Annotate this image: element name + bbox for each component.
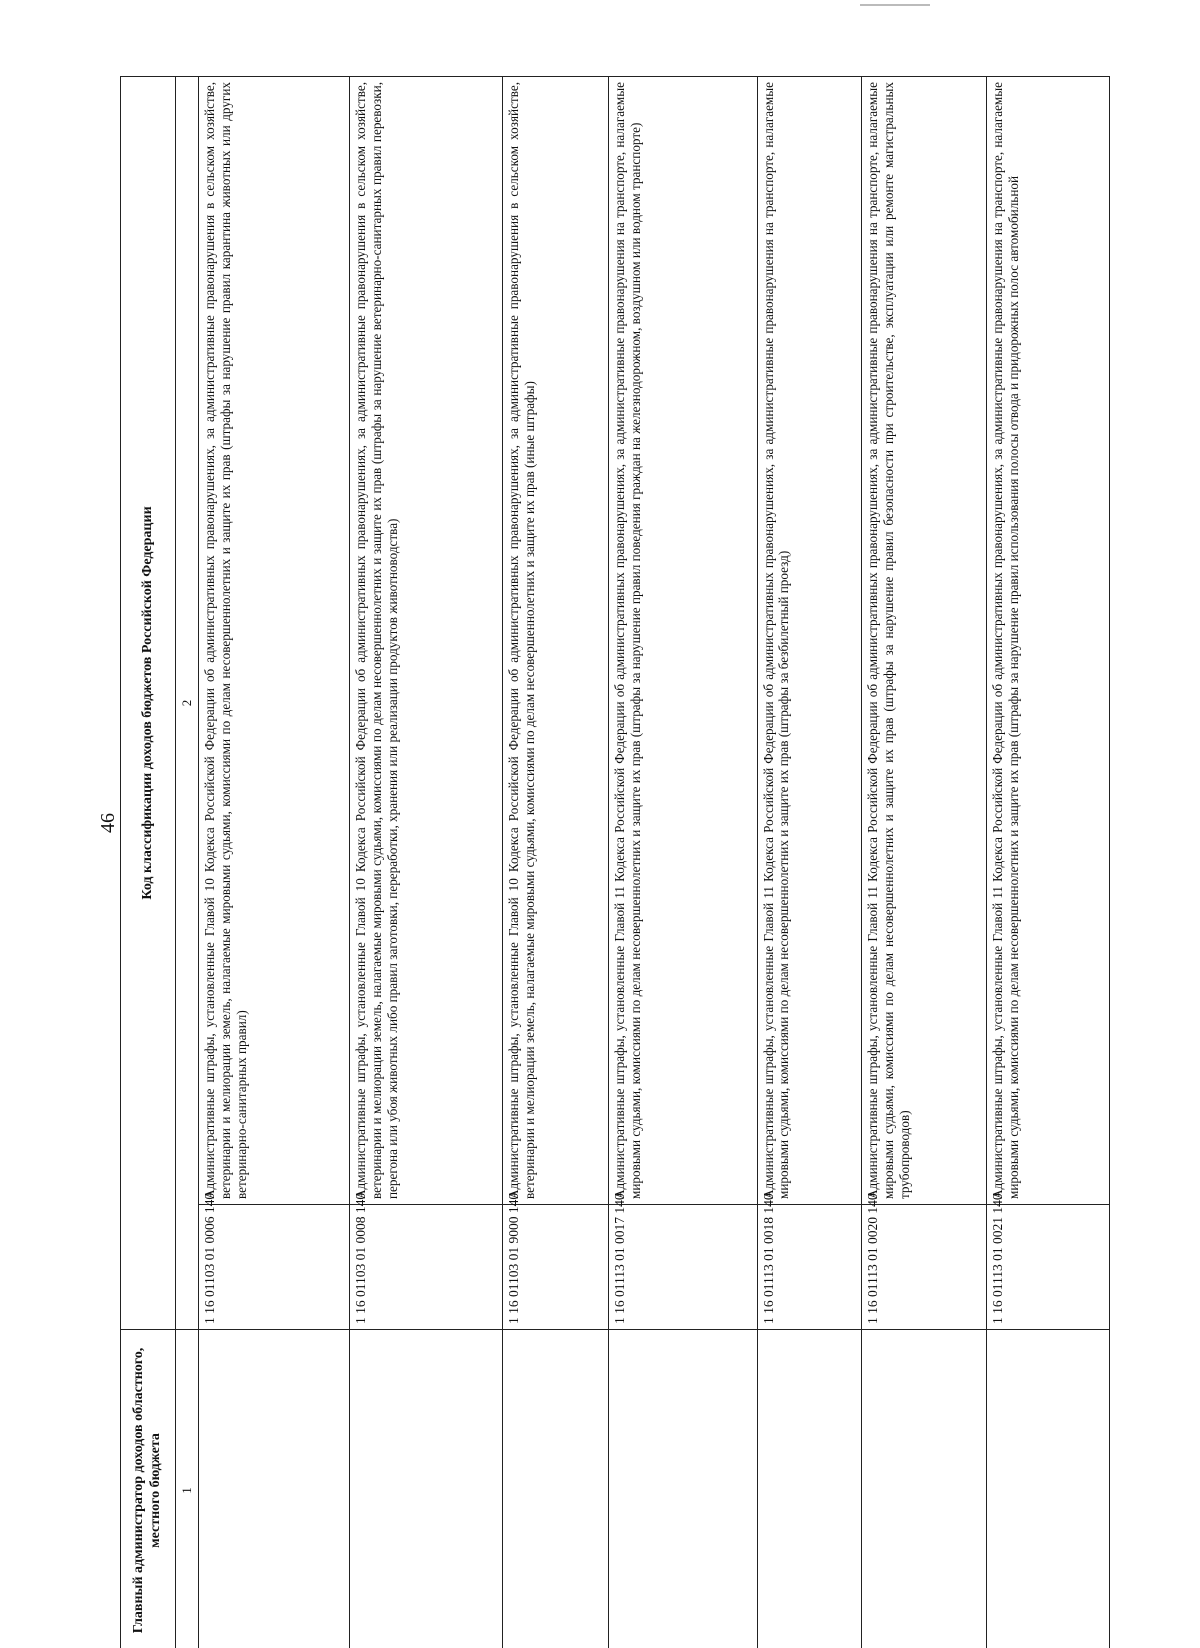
header-admin: Главный администратор доходов областного, местного бюджета xyxy=(121,1330,176,1648)
revenue-code: 1 16 01113 01 0018 140 xyxy=(757,1205,862,1330)
table-row xyxy=(987,77,1110,1648)
admin-cell xyxy=(502,1330,608,1648)
admin-cell xyxy=(862,1330,987,1648)
table-header-row xyxy=(121,77,176,1648)
column-number-row xyxy=(176,77,199,1648)
scan-artifact xyxy=(860,4,930,6)
revenue-description: Административные штрафы, установленные Главой 10 Кодекса Российской Федерации об административных правонарушениях, за административные правонарушения в сельском хозяйстве, ветеринарии и мелиорации земель, налагаемые мировыми судьями, комиссиями по делам несовершеннолетних и защите их прав (штрафы за нарушение правил карантина животных или других ветеринарно-санитарных правил) xyxy=(199,77,350,1205)
revenue-code: 1 16 01103 01 9000 140 xyxy=(502,1205,608,1330)
table-row xyxy=(757,77,862,1648)
admin-cell xyxy=(349,1330,502,1648)
revenue-description: Административные штрафы, установленные Главой 11 Кодекса Российской Федерации об административных правонарушениях, за административные правонарушения на транспорте, налагаемые мировыми судьями, комиссиями по делам несовершеннолетних и защите их прав (штрафы за нарушение правил использования полосы отвода и придорожных полос автомобильной xyxy=(987,77,1110,1205)
revenue-description: Административные штрафы, установленные Главой 10 Кодекса Российской Федерации об административных правонарушениях, за административные правонарушения в сельском хозяйстве, ветеринарии и мелиорации земель, налагаемые мировыми судьями, комиссиями по делам несовершеннолетних и защите их прав (штрафы за нарушение ветеринарно-санитарных правил перевозки, перегона или убоя животных либо правил заготовки, переработки, хранения или реализации продуктов животноводства) xyxy=(349,77,502,1205)
admin-cell xyxy=(608,1330,757,1648)
revenue-code: 1 16 01103 01 0006 140 xyxy=(199,1205,350,1330)
revenue-description: Административные штрафы, установленные Главой 11 Кодекса Российской Федерации об административных правонарушениях, за административные правонарушения на транспорте, налагаемые мировыми судьями, комиссиями по делам несовершеннолетних и защите их прав (штрафы за безбилетный проезд) xyxy=(757,77,862,1205)
table-row xyxy=(199,77,350,1648)
table-row xyxy=(608,77,757,1648)
revenue-code: 1 16 01113 01 0021 140 xyxy=(987,1205,1110,1330)
table-body xyxy=(199,77,1110,1648)
admin-cell xyxy=(987,1330,1110,1648)
table-row xyxy=(862,77,987,1648)
revenue-classification-table xyxy=(120,76,1110,1648)
admin-cell xyxy=(199,1330,350,1648)
admin-cell xyxy=(757,1330,862,1648)
revenue-description: Административные штрафы, установленные Главой 11 Кодекса Российской Федерации об административных правонарушениях, за административные правонарушения на транспорте, налагаемые мировыми судьями, комиссиями по делам несовершеннолетних и защите их прав (штрафы за нарушение правил безопасности при строительстве, эксплуатации или ремонте магистральных трубопроводов) xyxy=(862,77,987,1205)
column-number-1: 1 xyxy=(176,1330,199,1648)
header-code: Код классификации доходов бюджетов Российской Федерации xyxy=(121,77,176,1330)
revenue-code: 1 16 01113 01 0020 140 xyxy=(862,1205,987,1330)
revenue-description: Административные штрафы, установленные Главой 11 Кодекса Российской Федерации об административных правонарушениях, за административные правонарушения на транспорте, налагаемые мировыми судьями, комиссиями по делам несовершеннолетних и защите их прав (штрафы за нарушение правил поведения граждан на железнодорожном, воздушном или водном транспорте) xyxy=(608,77,757,1205)
column-number-2: 2 xyxy=(176,77,199,1330)
page-number: 46 xyxy=(97,813,119,833)
table-row xyxy=(502,77,608,1648)
revenue-code: 1 16 01103 01 0008 140 xyxy=(349,1205,502,1330)
revenue-classification-table-container xyxy=(120,77,1110,1648)
revenue-description: Административные штрафы, установленные Главой 10 Кодекса Российской Федерации об административных правонарушениях, за административные правонарушения в сельском хозяйстве, ветеринарии и мелиорации земель, налагаемые мировыми судьями, комиссиями по делам несовершеннолетних и защите их прав (иные штрафы) xyxy=(502,77,608,1205)
revenue-code: 1 16 01113 01 0017 140 xyxy=(608,1205,757,1330)
table-row xyxy=(349,77,502,1648)
